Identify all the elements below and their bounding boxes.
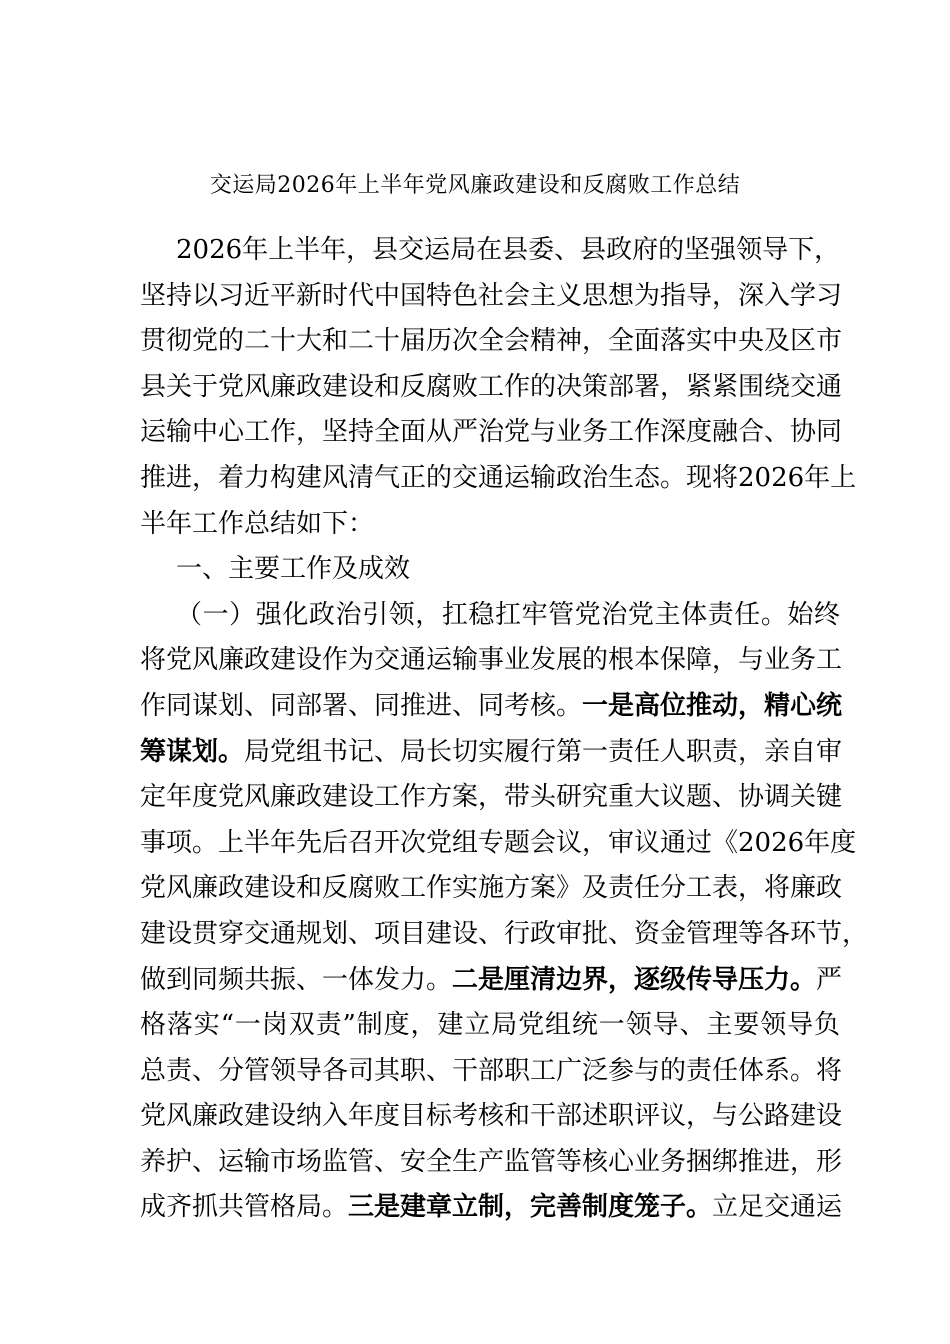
bold-phrase: 筹谋划。	[140, 736, 245, 767]
text-run: 坚持以习近平新时代中国特色社会主义思想为指导，深入学习	[140, 280, 843, 311]
text-line	[140, 365, 843, 411]
bold-phrase: 三是建章立制，完善制度笼子。	[348, 1192, 713, 1223]
text-run: 党风廉政建设和反腐败工作实施方案》及责任分工表，将廉政	[140, 873, 843, 904]
text-line	[140, 821, 857, 867]
text-line	[140, 410, 843, 456]
text-run: 将党风廉政建设作为交通运输事业发展的根本保障，与业务工	[140, 645, 843, 676]
text-run: 局党组书记、局长切实履行第一责任人职责，亲自审	[244, 736, 843, 767]
text-line	[140, 228, 840, 274]
text-run: 做到同频共振、一体发力。	[140, 964, 453, 995]
text-run: 成齐抓共管格局。	[140, 1192, 349, 1223]
text-line	[140, 912, 869, 958]
text-line	[140, 456, 857, 502]
text-line	[140, 958, 843, 1004]
text-line	[140, 319, 843, 365]
text-run: 县关于党风廉政建设和反腐败工作的决策部署，紧紧围绕交通	[140, 371, 843, 402]
text-line	[140, 684, 843, 730]
text-run: 养护、运输市场监管、安全生产监管等核心业务捆绑推进，形	[140, 1146, 843, 1177]
text-line	[140, 866, 843, 912]
text-run: 严	[816, 964, 843, 995]
text-line	[140, 502, 840, 548]
text-run: 半年工作总结如下：	[140, 508, 375, 539]
bold-phrase: 一是高位推动，精心统	[582, 690, 843, 721]
text-line	[140, 1140, 843, 1186]
text-run: 格落实“一岗双责”制度，建立局党组统一领导、主要领导负	[140, 1010, 840, 1041]
text-run: 推进，着力构建风清气正的交通运输政治生态。现将2026年上	[140, 462, 857, 493]
text-line	[140, 1185, 843, 1231]
text-run: 建设贯穿交通规划、项目建设、行政审批、资金管理等各环节，	[140, 918, 869, 949]
text-run: 立足交通运	[712, 1192, 843, 1223]
text-run: 党风廉政建设纳入年度目标考核和干部述职评议，与公路建设	[140, 1101, 843, 1132]
text-run: 运输中心工作，坚持全面从严治党与业务工作深度融合、协同	[140, 417, 843, 448]
document-body	[140, 228, 869, 1231]
section-heading	[140, 547, 840, 593]
text-run: 贯彻党的二十大和二十届历次全会精神，全面落实中央及区市	[140, 326, 843, 357]
bold-phrase: 二是厘清边界，逐级传导压力。	[452, 964, 817, 995]
document-title: 交运局2026年上半年党风廉政建设和反腐败工作总结	[209, 173, 741, 198]
text-line	[140, 274, 843, 320]
text-run: 作同谋划、同部署、同推进、同考核。	[140, 690, 583, 721]
text-run: 一、主要工作及成效	[176, 554, 411, 585]
text-line	[140, 1094, 843, 1140]
text-run: 2026年上半年，县交运局在县委、县政府的坚强领导下，	[176, 235, 841, 265]
text-line	[140, 638, 843, 684]
text-line	[140, 1003, 840, 1049]
text-run: 总责、分管领导各司其职、干部职工广泛参与的责任体系。将	[140, 1055, 843, 1086]
text-run: 事项。上半年先后召开次党组专题会议，审议通过《2026年度	[140, 827, 857, 858]
text-line	[140, 775, 843, 821]
text-line	[140, 1049, 843, 1095]
text-line	[140, 593, 840, 639]
text-run: （一）强化政治引领，扛稳扛牢管党治党主体责任。始终	[176, 599, 840, 630]
text-line	[140, 730, 843, 776]
text-run: 定年度党风廉政建设工作方案，带头研究重大议题、协调关键	[140, 782, 843, 813]
